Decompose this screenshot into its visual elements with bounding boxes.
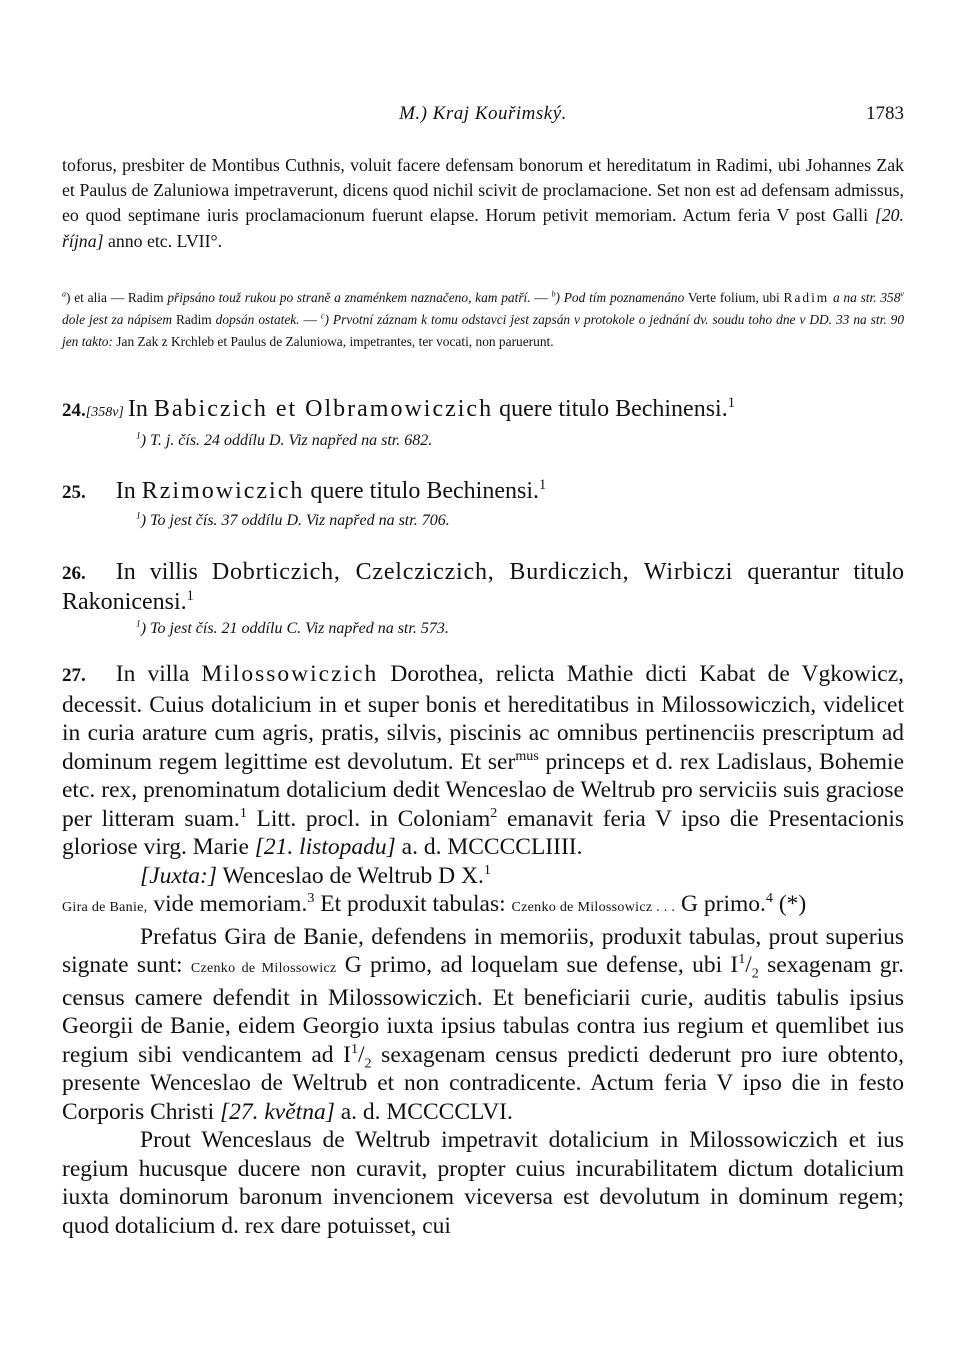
section-number: 26. [62, 563, 86, 584]
footnote-ref: 1 [483, 861, 491, 878]
section-place: Milossowiczich [201, 661, 379, 687]
intro-text: toforus, presbiter de Montibus Cuthnis, voluit facere defensam bonorum et hereditatum in Radimi, ubi Johannes Zak et Paulus de Zaluniowa impetraverunt, dicens quod nichil scivit de proclamacione. Set non est ad defensam admissus, eo quod septimane iuris proclamacionum fuerunt elapse. Horum petivit memoriam. Actum feria V post Galli [62, 155, 904, 226]
text: Prefatus Gira de Banie, defendens in memoriis, produxit tabulas, prout superius signate sunt: [62, 923, 904, 978]
small-text: Czenko de Milossowicz . . . [511, 900, 676, 915]
section-27-paragraph-3: Prout Wenceslaus de Weltrub impetravit dotalicium in Milossowiczich et ius regium hucusque ducere non curavit, propter cuius incurabilitatem dictum dotalicium iuxta dominorum baronum invencionem viceversa est devolutum in dominum regem; quod dotalicium d. rex dare potuisset, cui [62, 1127, 904, 1239]
footnote-b-mark: b [551, 289, 556, 299]
section-26 [62, 558, 904, 616]
section-27-paragraph-1 [62, 660, 904, 862]
footnote-ref: 2 [490, 804, 498, 821]
juxta-label: [Juxta:] [140, 862, 218, 889]
section-24-footnote [136, 432, 432, 450]
section-text [128, 396, 735, 422]
section-25-footnote [136, 512, 450, 530]
footnote-a-mark: a [62, 289, 67, 299]
footnote-mark: 1 [136, 618, 141, 630]
footnote-ref: 3 [307, 890, 315, 907]
date: [21. listopadu] [254, 834, 396, 860]
text: (*) [772, 891, 807, 917]
text: G primo. [675, 891, 766, 917]
section-number: 27. [62, 665, 86, 686]
text: Litt. procl. in Coloniam [246, 805, 491, 832]
running-title: M.) Kraj Kouřimský. [399, 103, 567, 124]
section-27-paragraph-juxta [62, 862, 904, 891]
fraction-denominator: 2 [364, 1055, 372, 1072]
text: Wenceslao de Weltrub D X. [217, 862, 484, 889]
section-number: 24. [62, 400, 86, 421]
intro-date: [20. října] [62, 205, 904, 251]
footnote-ref: 1 [239, 804, 247, 821]
section-27 [62, 660, 904, 1240]
intro-paragraph [62, 153, 904, 254]
text: emanavit feria V ipso die Presentacionis gloriose virg. Marie [62, 805, 904, 860]
section-prefix: In villis [115, 559, 212, 585]
text: vide memoriam. [147, 891, 308, 917]
section-source: [358v] [85, 405, 124, 420]
text: princeps et d. rex Ladislaus, Bohemie etc. rex, prenominatum dotalicium dedit Wenceslao de Weltrub pro serviciis suis graciose per litteram suam. [62, 748, 905, 832]
footnote-text: ) To jest čís. 21 oddílu C. Viz napřed na str. 573. [140, 620, 449, 637]
section-place: Rzimowiczich [141, 478, 305, 504]
section-suffix: quere titulo Bechinensi. [304, 478, 539, 504]
footnote-c-italic: ) Prvotní záznam k tomu odstavci jest zapsán v protokole o jednání dv. soudu toho dne v DD. 33 na str. 90 jen takto: [62, 312, 905, 349]
footnote-b-radim: Radim [783, 290, 830, 305]
footnotes-block [62, 287, 904, 353]
footnote-c-text: Jan Zak z Krchleb et Paulus de Zaluniowa, impetrantes, ter vocati, non paruerunt. [112, 334, 554, 349]
footnote-b-italic: ) Pod tím poznamenáno [555, 290, 685, 305]
section-24 [62, 396, 904, 423]
footnote-separator-2: — [299, 312, 321, 327]
footnote-c-mark: c [320, 311, 325, 321]
page-number: 1783 [866, 103, 904, 124]
text: G primo, ad loquelam sue defense, ubi I [336, 952, 739, 978]
fraction-numerator: 1 [738, 951, 746, 968]
footnote-b-verso: v [900, 289, 904, 299]
text: Dorothea, relicta Mathie dicti Kabat de Vgkowicz, decessit. Cuius dotalicium in et super bonis et hereditatibus in Milossowiczich, videlicet in curia arature cum agris, pratis, silvis, piscinis ac omnibus pertinenciis prescriptum ad dominum regem legittime est devolutum. Et ser [62, 661, 904, 775]
footnote-ref: 1 [538, 477, 547, 493]
section-place: Babiczich et Olbramowiczich [153, 396, 494, 422]
small-text: Gira de Banie, [62, 900, 148, 915]
running-header [62, 103, 904, 127]
footnote-a-text: ) et alia — Radim [66, 290, 168, 305]
footnote-b-text-2: Radim [172, 312, 216, 327]
section-text [116, 478, 546, 504]
section-suffix: querantur titulo Rakonicensi. [62, 559, 904, 615]
footnote-text: ) To jest čís. 37 oddílu D. Viz napřed na str. 706. [140, 512, 450, 529]
section-25 [62, 478, 904, 505]
section-prefix: In [115, 478, 142, 504]
text: a. d. MCCCCLIIII. [395, 834, 583, 860]
section-26-footnote [136, 620, 449, 638]
footnote-mark: 1 [136, 510, 141, 522]
section-27-paragraph-gira [62, 890, 904, 923]
text: sexagenam gr. census camere defendit in Milossowiczich. Et beneficiarii curie, auditis tabulis ipsius Georgii de Banie, eidem Georgio iuxta ipsius tabulas contra ius regium et quemlibet ius regium sibi vendicantem ad I [62, 952, 904, 1068]
footnote-b-text: Verte folium, ubi [684, 290, 784, 305]
fraction-denominator: 2 [751, 965, 759, 982]
footnote-separator: — [530, 290, 552, 305]
footnote-text: ) T. j. čís. 24 oddílu D. Viz napřed na str. 682. [140, 432, 433, 449]
text: sexagenam census predicti dederunt pro iure obtento, presente Wenceslao de Weltrub et non contradicente. Actum feria V ipso die in festo Corporis Christi [62, 1041, 904, 1125]
section-27-paragraph-2: Prefatus Gira de Banie, defendens in memoriis, produxit tabulas, prout superius signate sunt: Czenko de Milossowicz G primo, ad loquelam sue defense, ubi $I^1/_2$ sexagenam gr. census camere defendit in Milossowiczich. Et beneficiarii curie, auditis tabulis ipsius Georgii de Banie, eidem Georgio iuxta ipsius tabulas contra ius regium et quemlibet ius regium sibi vendicantem ad $I^1/_2$ sexagenam census predicti dederunt pro iure obtento, presente Wenceslao de Weltrub et non contradicente. Actum feria V ipso die in festo Corporis Christi [27. května] a. d. MCCCCLVI. [62, 923, 904, 1125]
footnote-ref: 1 [727, 395, 735, 411]
section-number: 25. [62, 482, 86, 503]
text: a. d. MCCCCLVI. [334, 1098, 513, 1125]
footnote-ref: 4 [765, 890, 773, 907]
fraction-numerator: 1 [350, 1040, 358, 1057]
section-place: Dobrticzich, Czelcziczich, Burdiczich, Wirbiczi [211, 559, 734, 585]
footnote-mark: 1 [136, 430, 141, 442]
text: In villa [115, 661, 202, 687]
section-prefix: In [127, 396, 154, 422]
footnote-ref: 1 [186, 588, 194, 604]
footnote-a-italic: připsáno touž rukou po straně a znaménkem naznačeno, kam patří. [167, 290, 531, 305]
small-text: Czenko de Milossowicz [190, 961, 337, 976]
intro-text-end: anno etc. LVII°. [103, 230, 223, 251]
footnote-b-italic-3: dole jest za nápisem [62, 312, 173, 327]
footnote-b-italic-2: a na str. 358 [829, 290, 901, 305]
date: [27. května] [219, 1098, 335, 1125]
superscript: mus [515, 747, 539, 764]
text: Et produxit tabulas: [314, 891, 512, 917]
footnote-b-italic-4: dopsán ostatek. [215, 312, 300, 327]
section-suffix: quere titulo Bechinensi. [493, 396, 728, 422]
